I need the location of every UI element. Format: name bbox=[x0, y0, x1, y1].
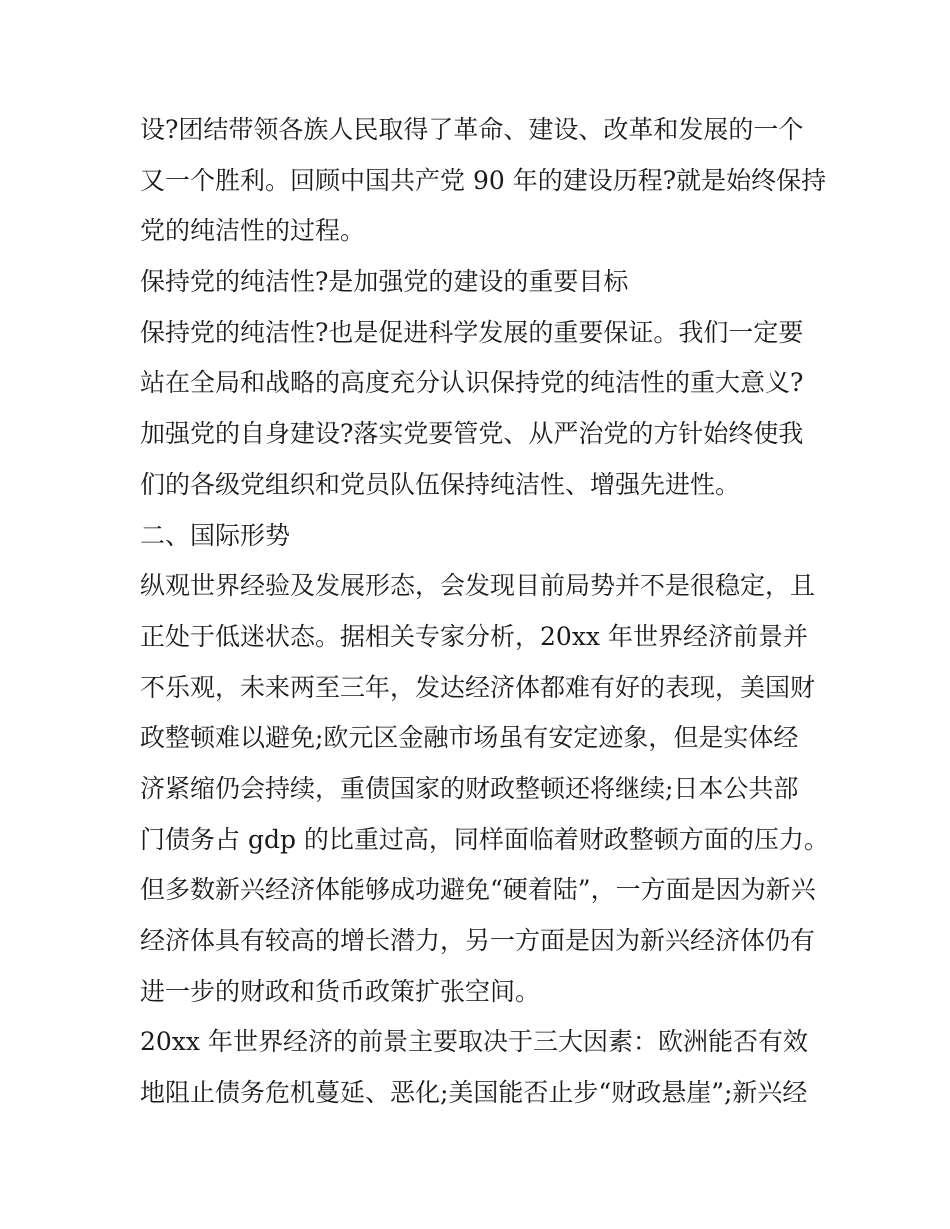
text-line: 站在全局和战略的高度充分认识保持党的纯洁性的重大意义? bbox=[140, 368, 804, 398]
text-line: 正处于低迷状态。据相关专家分析，20xx 年世界经济前景并 bbox=[140, 621, 808, 651]
text-line: 又一个胜利。回顾中国共产党 90 年的建设历程?就是始终保持 bbox=[140, 165, 827, 195]
text-line: 门债务占 gdp 的比重过高，同样面临着财政整顿方面的压力。 bbox=[140, 824, 829, 854]
text-line: 政整顿难以避免;欧元区金融市场虽有安定迹象，但是实体经 bbox=[140, 723, 799, 753]
text-line: 保持党的纯洁性?也是促进科学发展的重要保证。我们一定要 bbox=[140, 317, 804, 347]
text-line: 不乐观，未来两至三年，发达经济体都难有好的表现，美国财 bbox=[140, 672, 816, 702]
text-line: 设?团结带领各族人民取得了革命、建设、改革和发展的一个 bbox=[140, 115, 804, 144]
text-line: 但多数新兴经济体能够成功避免“硬着陆”，一方面是因为新兴 bbox=[140, 875, 816, 905]
text-line: 济紧缩仍会持续，重债国家的财政整顿还将继续;日本公共部 bbox=[140, 773, 799, 803]
section-heading: 二、国际形势 bbox=[140, 520, 291, 550]
text-line: 地阻止债务危机蔓延、恶化;美国能否止步“财政悬崖”;新兴经 bbox=[140, 1078, 808, 1108]
text-line: 经济体具有较高的增长潜力，另一方面是因为新兴经济体仍有 bbox=[140, 926, 816, 955]
section-heading: 保持党的纯洁性?是加强党的建设的重要目标 bbox=[140, 267, 629, 297]
text-line: 纵观世界经验及发展形态，会发现目前局势并不是很稳定，且 bbox=[140, 571, 816, 601]
text-line: 20xx 年世界经济的前景主要取决于三大因素：欧洲能否有效 bbox=[140, 1027, 808, 1057]
text-line: 们的各级党组织和党员队伍保持纯洁性、增强先进性。 bbox=[140, 469, 741, 499]
document-body bbox=[140, 105, 829, 1119]
text-line: 进一步的财政和货币政策扩张空间。 bbox=[140, 976, 541, 1006]
text-line: 党的纯洁性的过程。 bbox=[140, 216, 366, 246]
text-line: 加强党的自身建设?落实党要管党、从严治党的方针始终使我 bbox=[140, 419, 804, 449]
